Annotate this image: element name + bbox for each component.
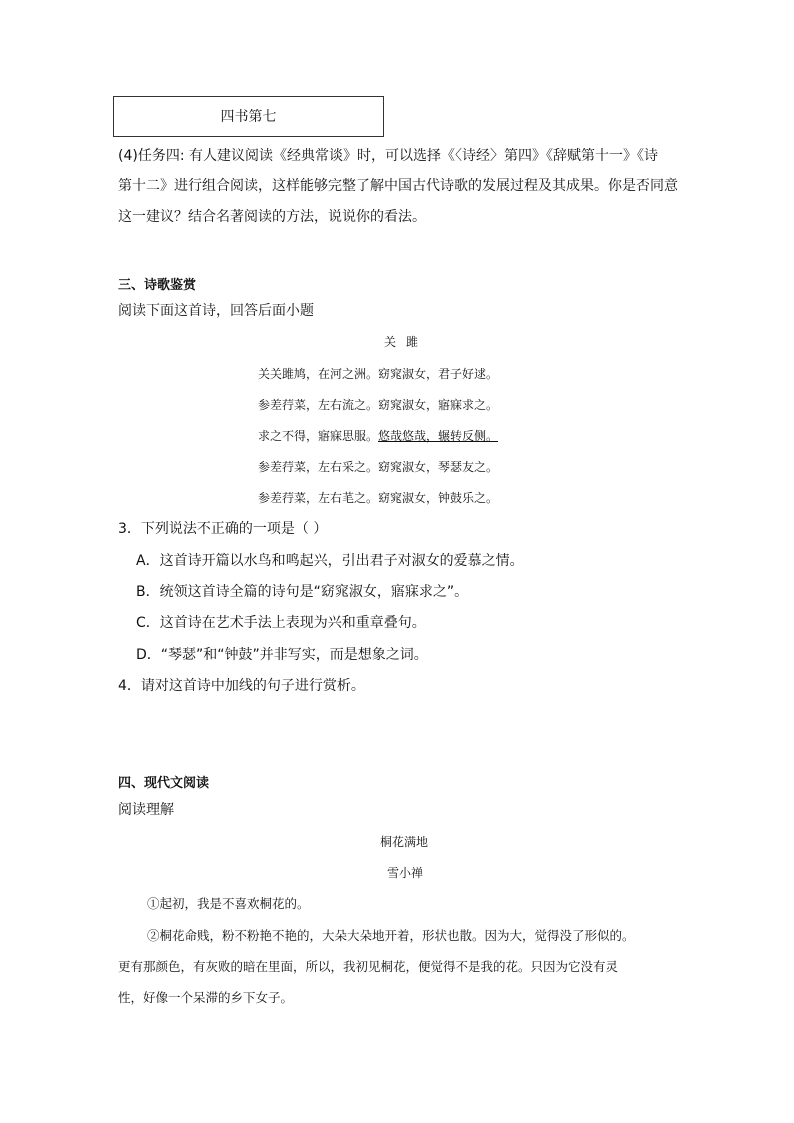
poem-line-4: 参差荇菜，左右采之。窈窕淑女，琴瑟友之。: [258, 460, 499, 474]
essay-paragraph-2-line-2: 更有那颜色，有灰败的暗在里面，所以，我初见桐花，便觉得不是我的花。只因为它没有灵: [118, 959, 619, 974]
essay-paragraph-1: ①起初，我是不喜欢桐花的。: [147, 896, 310, 911]
question-3-option-c: C．这首诗在艺术手法上表现为兴和重章叠句。: [136, 615, 426, 631]
essay-paragraph-2-line-1: ②桐花命贱，粉不粉艳不艳的，大朵大朵地开着，形状也散。因为大，觉得没了形似的。: [147, 928, 635, 943]
poem-title: 关雎: [384, 335, 429, 349]
question-3-option-d: D．“琴瑟”和“钟鼓”并非写实，而是想象之词。: [136, 647, 428, 663]
section4-intro: 阅读理解: [118, 802, 174, 818]
question-3-stem: 3．下列说法不正确的一项是（ ）: [118, 521, 328, 537]
task4-line-2: 第十二》进行组合阅读，这样能够完整了解中国古代诗歌的发展过程及其成果。你是否同意: [118, 178, 678, 194]
section4-heading: 四、现代文阅读: [118, 776, 210, 791]
section3-intro: 阅读下面这首诗，回答后面小题: [118, 303, 314, 319]
poem-line-3: [258, 427, 498, 445]
poem-underlined-sentence: 悠哉悠哉，辗转反侧。: [378, 429, 499, 443]
essay-author: 雪小禅: [387, 866, 424, 880]
poem-line-3-start: 求之不得，寤寐思服。: [258, 429, 379, 443]
essay-title: 桐花满地: [380, 835, 429, 849]
task4-line-1: (4)任务四: 有人建议阅读《经典常谈》时，可以选择《〈诗经〉第四》《辞赋第十一》《诗: [118, 148, 658, 164]
poem-line-2: 参差荇菜，左右流之。窈窕淑女，寤寐求之。: [258, 398, 499, 412]
essay-paragraph-2-line-3: 性，好像一个呆滞的乡下女子。: [118, 990, 294, 1005]
poem-line-1: 关关雎鸠，在河之洲。窈窕淑女，君子好逑。: [258, 367, 499, 381]
task-box-label: 四书第七: [220, 109, 277, 125]
section3-heading: 三、诗歌鉴赏: [118, 278, 197, 293]
question-4: 4．请对这首诗中加线的句子进行赏析。: [118, 678, 365, 694]
task-box: [113, 96, 384, 137]
question-3-option-b: B．统领这首诗全篇的诗句是“窈窕淑女，寤寐求之”。: [136, 584, 469, 600]
question-3-option-a: A．这首诗开篇以水鸟和鸣起兴，引出君子对淑女的爱慕之情。: [136, 553, 524, 569]
task4-line-3: 这一建议？结合名著阅读的方法，说说你的看法。: [118, 209, 426, 225]
poem-line-5: 参差荇菜，左右芼之。窈窕淑女，钟鼓乐之。: [258, 491, 499, 505]
